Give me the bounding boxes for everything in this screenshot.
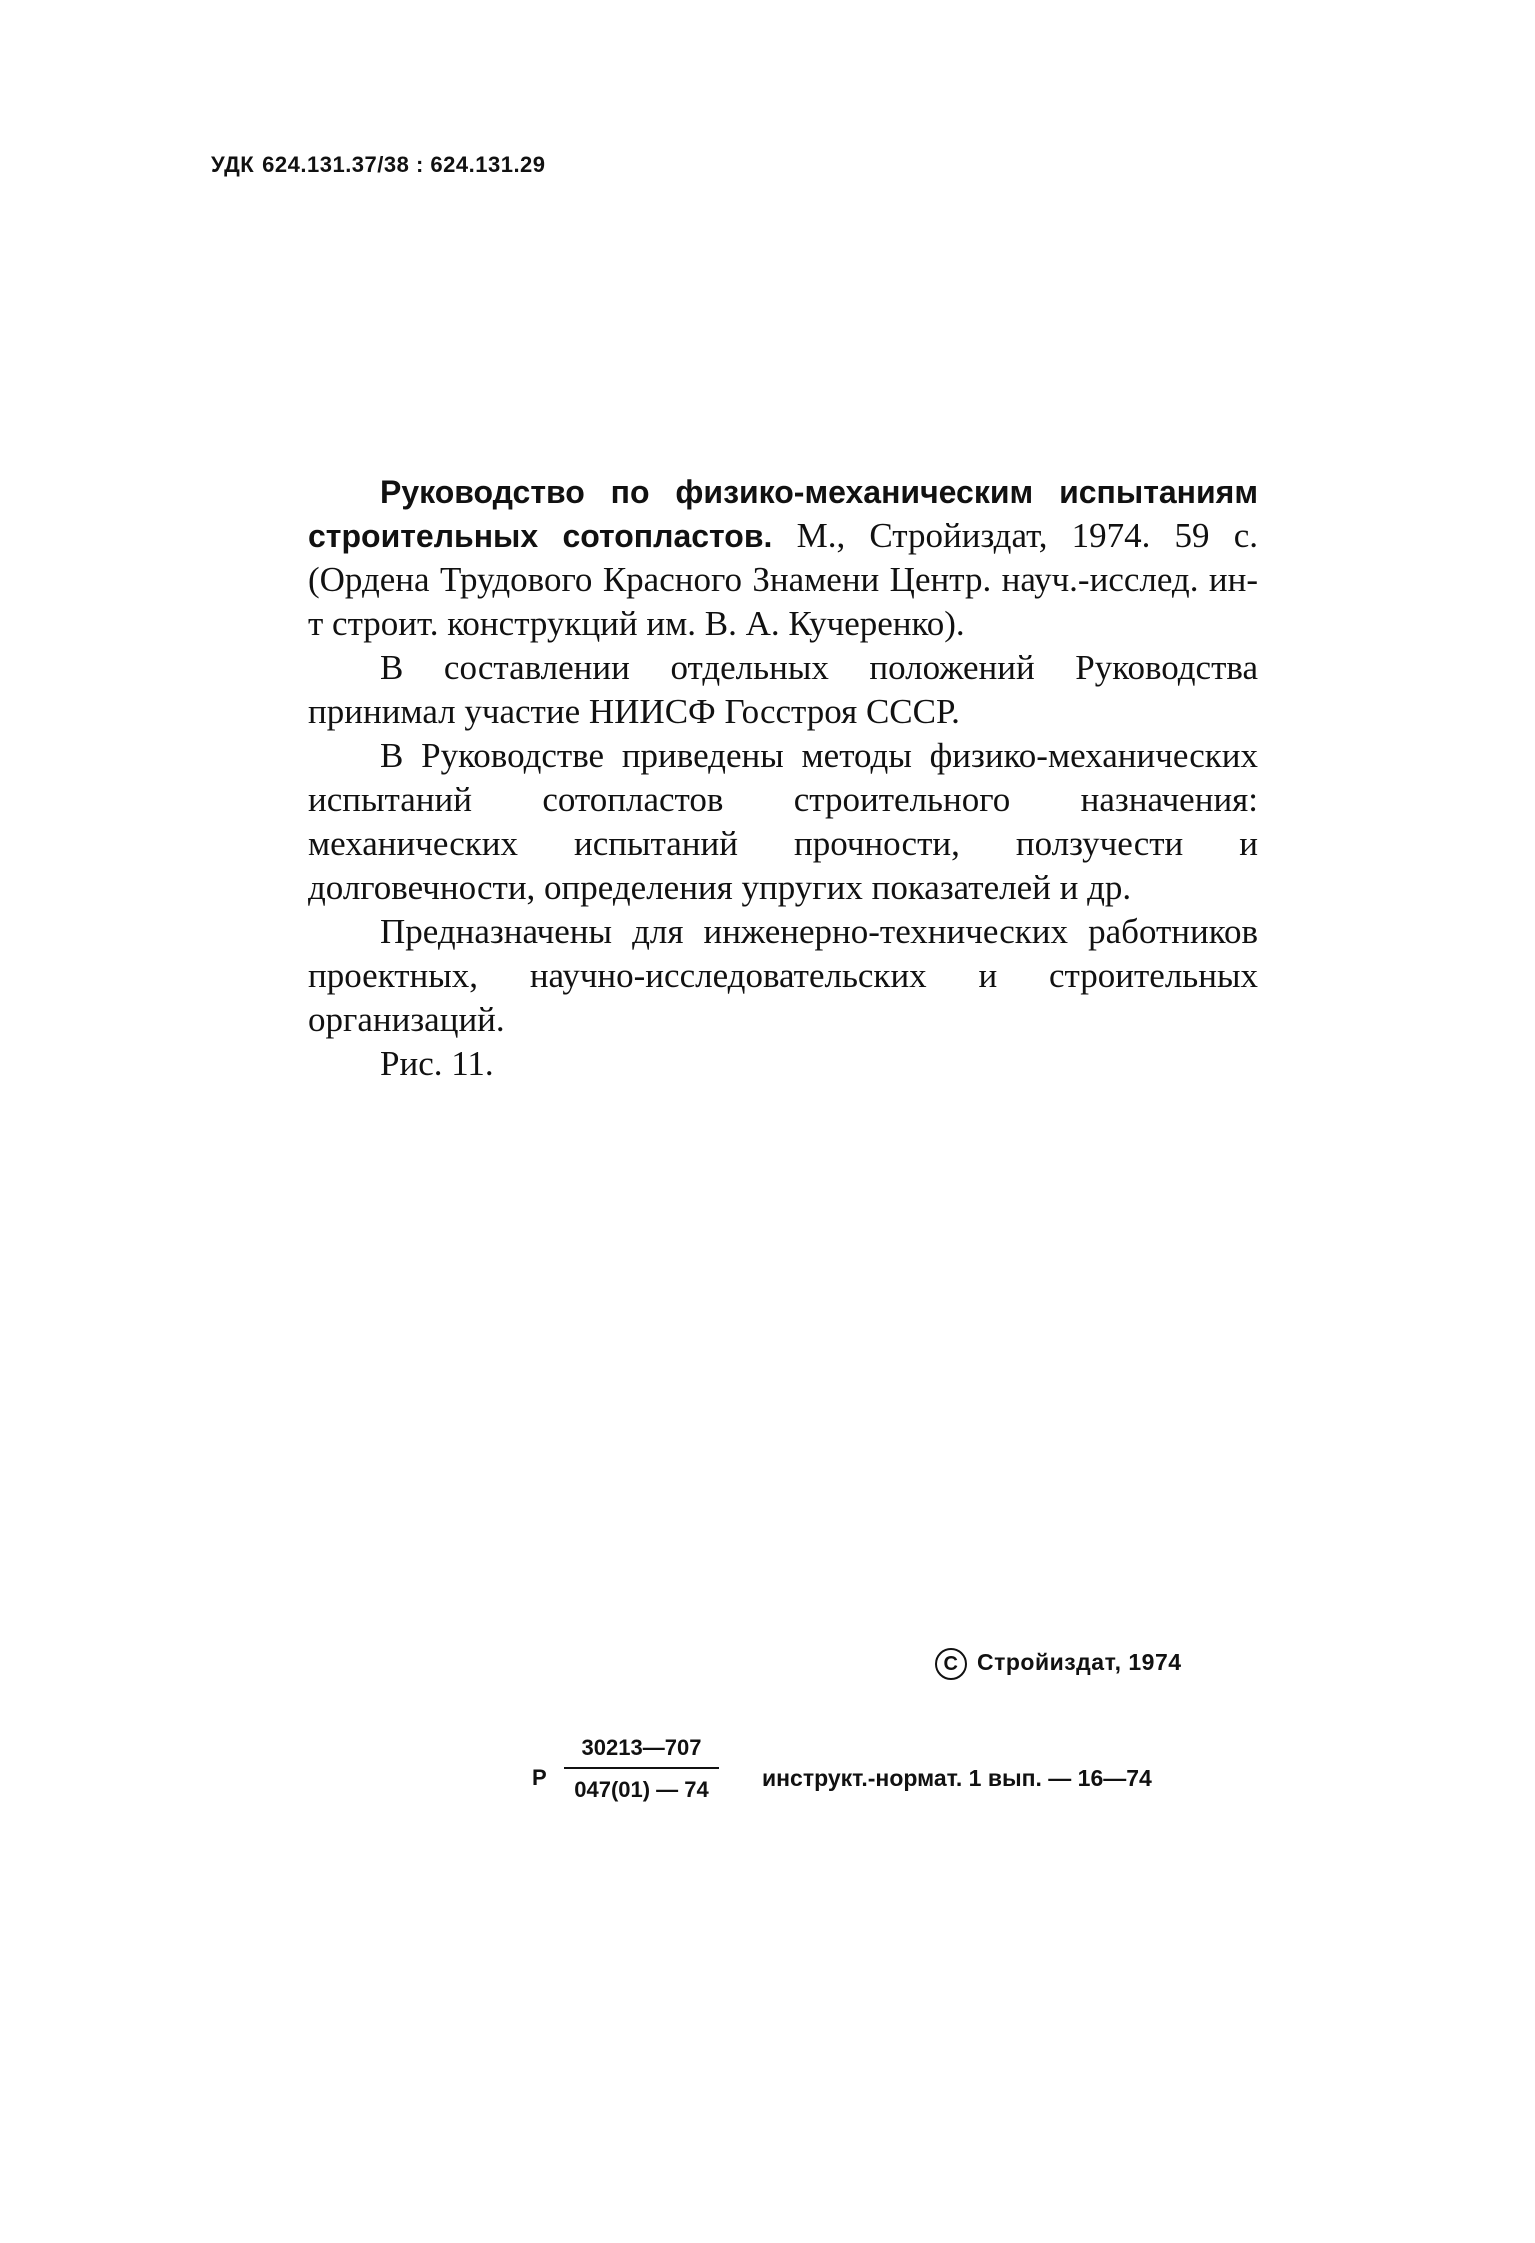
copyright-text: Стройиздат, 1974 <box>977 1649 1182 1676</box>
index-numerator: 30213—707 <box>564 1735 719 1769</box>
book-title: Руководство по физико-механическим испытаниям строительных сотопластов. <box>308 474 1258 554</box>
index-fraction <box>564 1735 719 1803</box>
copyright-line <box>935 1648 1182 1680</box>
publication-details: М., Стройиздат, 1974. 59 с. (Ордена Трудового Красного Знамени Центр. науч.-исслед. ин-т строит. конструкций им. В. А. Кучеренко). <box>308 516 1259 643</box>
index-letter: Р <box>532 1765 547 1790</box>
publication-index <box>532 1735 1252 1825</box>
udk-label: УДК <box>211 152 255 177</box>
udk-line <box>211 152 546 178</box>
abstract-citation-paragraph <box>308 470 1258 646</box>
udk-code: 624.131.37/38 : 624.131.29 <box>262 152 546 177</box>
abstract-paragraph-audience: Предназначены для инженерно-технических работников проектных, научно-исследовательских и строительных организаций. <box>308 912 1258 1039</box>
bibliographic-abstract <box>308 470 1258 1086</box>
abstract-paragraph-contributors: В составлении отдельных положений Руководства принимал участие НИИСФ Госстроя СССР. <box>308 648 1258 731</box>
index-tail: инструкт.-нормат. 1 вып. — 16—74 <box>762 1765 1152 1791</box>
abstract-paragraph-contents: В Руководстве приведены методы физико-механических испытаний сотопластов строительного назначения: механических испытаний прочности, ползучести и долговечности, определения упругих показателей и др. <box>308 736 1258 907</box>
index-denominator: 047(01) — 74 <box>574 1777 709 1802</box>
abstract-paragraph-figures: Рис. 11. <box>380 1044 494 1083</box>
copyright-icon: C <box>935 1648 967 1680</box>
